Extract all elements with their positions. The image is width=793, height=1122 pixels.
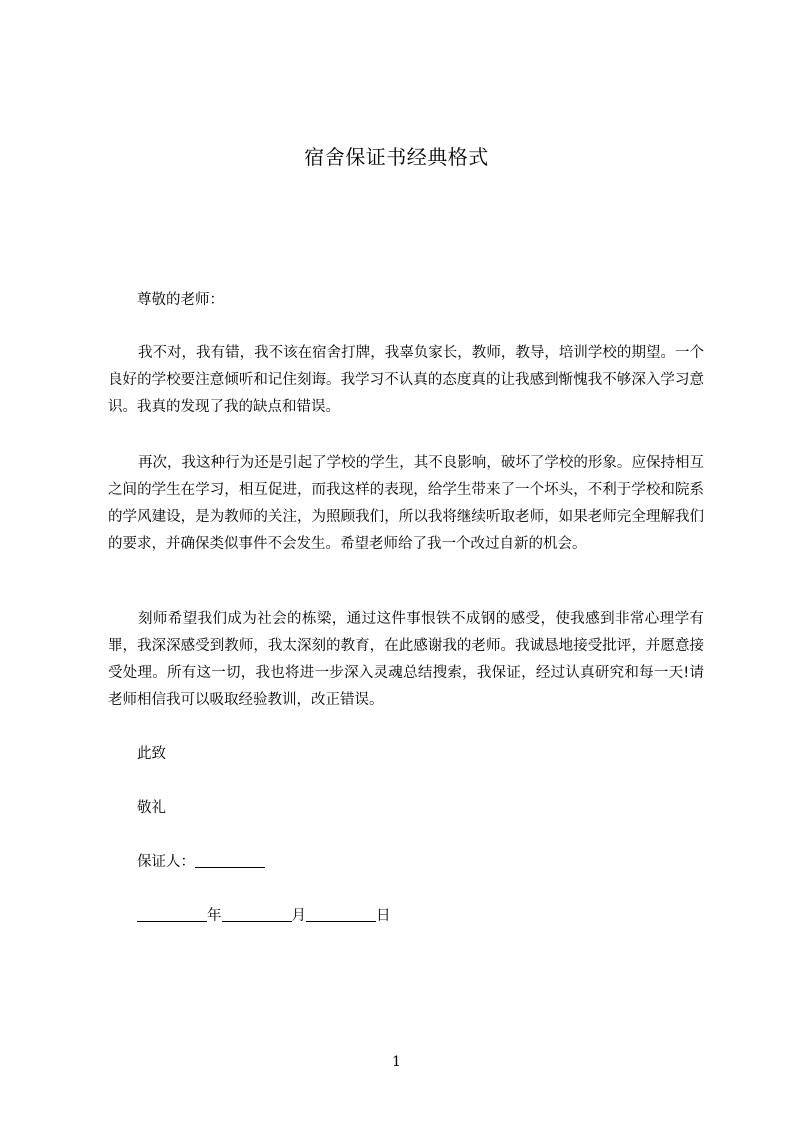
day-label: 日 (376, 908, 391, 924)
paragraph-2: 再次，我这种行为还是引起了学校的学生，其不良影响，破坏了学校的形象。应保持相互之间的学生在学习，相互促进，而我这样的表现，给学生带来了一个坏头，不利于学校和院系的学风建设，是为教师的关注，为照顾我们，所以我将继续听取老师，如果老师完全理解我们的要求，并确保类似事件不会发生。希望老师给了我一个改过自新的机会。 (108, 455, 704, 552)
guarantor-label: 保证人： (137, 854, 195, 870)
year-blank (137, 906, 207, 922)
guarantor-blank (195, 852, 265, 868)
page-number: 1 (392, 1054, 401, 1070)
paragraph-1: 我不对，我有错，我不该在宿舍打牌，我辜负家长，教师，教导，培训学校的期望。一个良好的学校要注意倾听和记住刻诲。我学习不认真的态度真的让我感到惭愧我不够深入学习意识。我真的发现了我的缺点和错误。 (108, 345, 704, 415)
month-blank (222, 906, 292, 922)
closing-salute: 敬礼 (137, 800, 166, 816)
month-label: 月 (291, 908, 306, 924)
document-title: 宿舍保证书经典格式 (304, 145, 489, 169)
date-line (137, 906, 391, 926)
day-blank (306, 906, 376, 922)
closing-regards: 此致 (137, 746, 166, 762)
guarantor-line (137, 852, 265, 872)
year-label: 年 (207, 908, 222, 924)
paragraph-3: 刻师希望我们成为社会的栋梁，通过这件事恨铁不成钢的感受，使我感到非常心理学有罪，我深深感受到教师，我太深刻的教育，在此感谢我的老师。我诚恳地接受批评，并愿意接受处理。所有这一切，我也将进一步深入灵魂总结搜索，我保证，经过认真研究和每一天!请老师相信我可以吸取经验教训，改正错误。 (108, 611, 704, 708)
salutation: 尊敬的老师： (137, 292, 224, 308)
